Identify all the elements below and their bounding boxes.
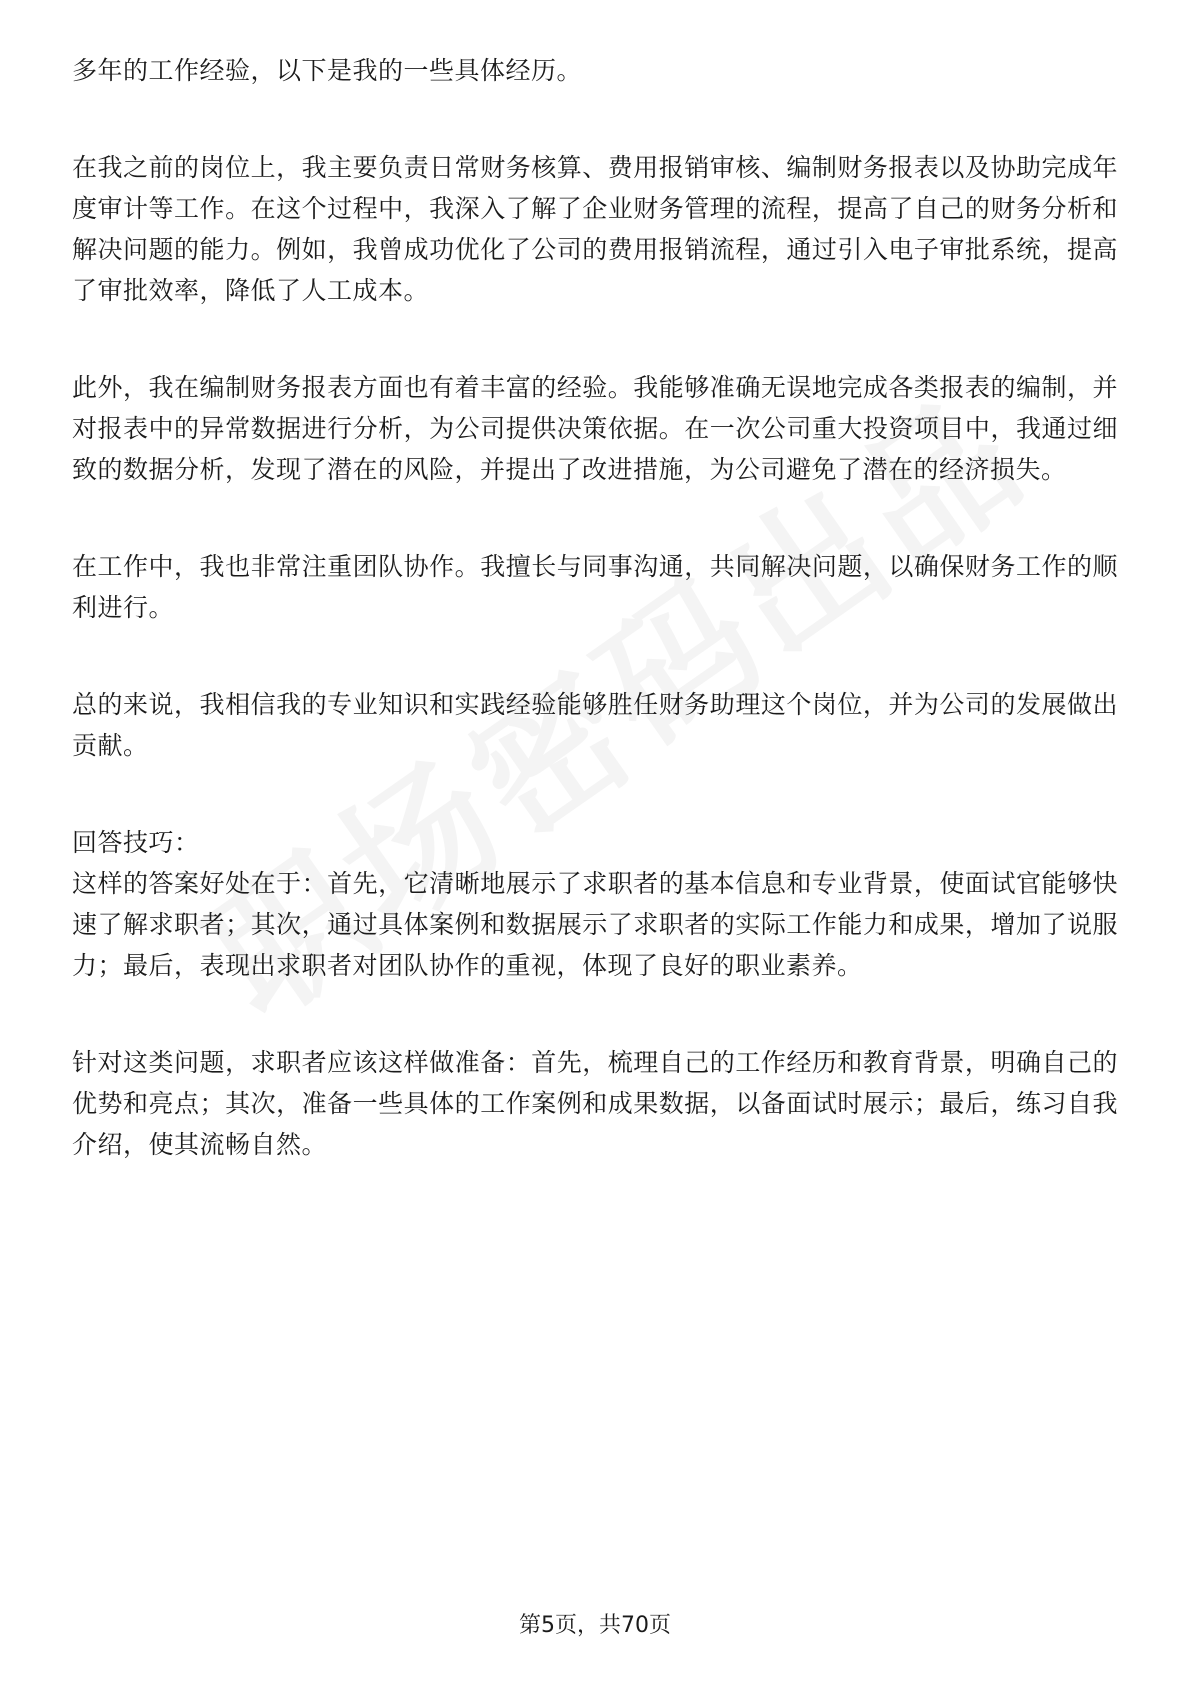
paragraph-intro: 多年的工作经验，以下是我的一些具体经历。 xyxy=(72,56,583,85)
paragraph-tips-preparation: 针对这类问题，求职者应该这样做准备：首先，梳理自己的工作经历和教育背景，明确自己的优势和亮点；其次，准备一些具体的工作案例和成果数据，以备面试时展示；最后，练习自我介绍，使其流畅自然。 xyxy=(72,1048,1118,1159)
document-body xyxy=(72,50,1118,1221)
paragraph-previous-role: 在我之前的岗位上，我主要负责日常财务核算、费用报销审核、编制财务报表以及协助完成年度审计等工作。在这个过程中，我深入了解了企业财务管理的流程，提高了自己的财务分析和解决问题的能力。例如，我曾成功优化了公司的费用报销流程，通过引入电子审批系统，提高了审批效率，降低了人工成本。 xyxy=(72,153,1118,305)
paragraph-tips-benefits: 这样的答案好处在于：首先，它清晰地展示了求职者的基本信息和专业背景，使面试官能够快速了解求职者；其次，通过具体案例和数据展示了求职者的实际工作能力和成果，增加了说服力；最后，表现出求职者对团队协作的重视，体现了良好的职业素养。 xyxy=(72,869,1118,980)
paragraph-financial-reports: 此外，我在编制财务报表方面也有着丰富的经验。我能够准确无误地完成各类报表的编制，并对报表中的异常数据进行分析，为公司提供决策依据。在一次公司重大投资项目中，我通过细致的数据分析，发现了潜在的风险，并提出了改进措施，为公司避免了潜在的经济损失。 xyxy=(72,373,1118,484)
tips-heading: 回答技巧： xyxy=(72,828,200,857)
paragraph-conclusion: 总的来说，我相信我的专业知识和实践经验能够胜任财务助理这个岗位，并为公司的发展做出贡献。 xyxy=(72,690,1118,760)
paragraph-teamwork: 在工作中，我也非常注重团队协作。我擅长与同事沟通，共同解决问题，以确保财务工作的顺利进行。 xyxy=(72,552,1118,622)
page-number-footer: 第5页，共70页 xyxy=(519,1613,671,1638)
